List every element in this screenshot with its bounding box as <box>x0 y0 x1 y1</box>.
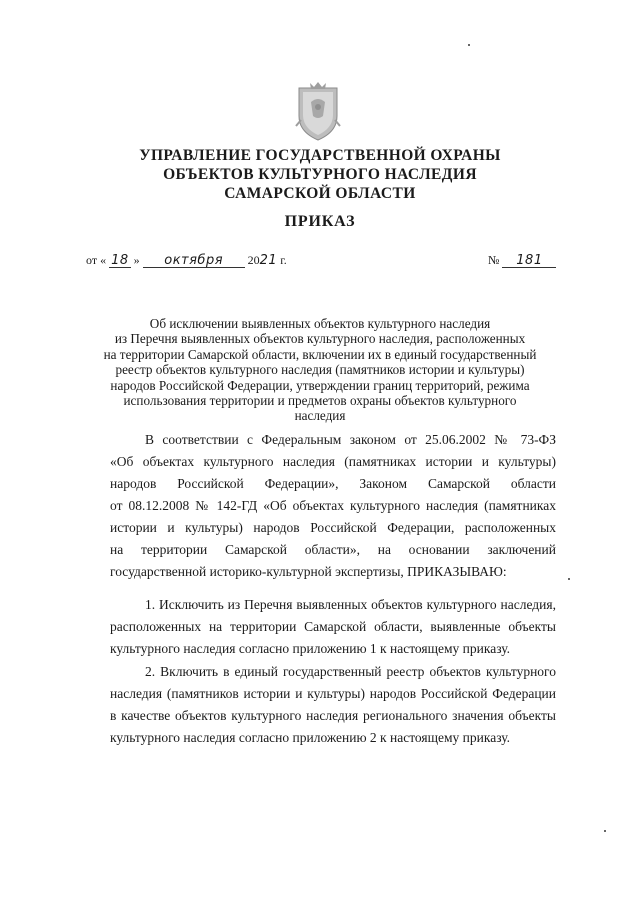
paragraph-line: «Об объектах культурного наследия (памятниках истории и культуры) <box>110 454 556 469</box>
paragraph-line: на территории Самарской области», на основании заключений <box>110 542 556 557</box>
paragraph-line: в качестве объектов культурного наследия регионального значения объекты <box>110 708 556 723</box>
paragraph-line: 1. Исключить из Перечня выявленных объектов культурного наследия, <box>145 597 556 612</box>
number-label: № <box>488 253 500 267</box>
subject-line: на территории Самарской области, включении их в единый государственный <box>103 346 537 362</box>
scan-speck <box>568 578 570 580</box>
date-year: 21 <box>259 253 278 268</box>
paragraph-line: культурного наследия согласно приложению 1 к настоящему приказу. <box>110 641 511 656</box>
paragraph-line: расположенных на территории Самарской области, выявленные объекты <box>110 619 556 634</box>
paragraph-line: народов Российской Федерации», Законом Самарской области <box>110 476 556 491</box>
order-item-2 <box>110 661 556 749</box>
subject-line: реестр объектов культурного наследия (памятников истории и культуры) <box>115 362 525 378</box>
order-subject <box>60 316 580 424</box>
scan-speck <box>604 830 606 832</box>
paragraph-line: от 08.12.2008 № 142-ГД «Об объектах культурного наследия (памятниках <box>110 498 556 513</box>
org-name-line-3: САМАРСКОЙ ОБЛАСТИ <box>224 185 416 202</box>
number-line <box>488 253 556 268</box>
paragraph-line: 2. Включить в единый государственный реестр объектов культурного <box>145 664 556 679</box>
date-line <box>86 253 287 268</box>
document-type-title: ПРИКАЗ <box>284 213 356 230</box>
coat-of-arms-emblem <box>293 80 343 142</box>
preamble-paragraph <box>110 429 556 583</box>
order-item-1 <box>110 594 556 660</box>
subject-line: использования территории и предметов охраны объектов культурного <box>123 393 517 409</box>
scan-speck <box>468 44 470 46</box>
date-suffix: г. <box>280 253 287 267</box>
order-number: 181 <box>502 254 556 268</box>
paragraph-line: государственной историко-культурной экспертизы, ПРИКАЗЫВАЮ: <box>110 564 507 579</box>
paragraph-line: истории и культуры) народов Российской Федерации, расположенных <box>110 520 556 535</box>
org-name-line-2: ОБЪЕКТОВ КУЛЬТУРНОГО НАСЛЕДИЯ <box>163 166 477 183</box>
subject-line: Об исключении выявленных объектов культурного наследия <box>149 316 491 331</box>
date-month: октября <box>143 254 245 268</box>
paragraph-line: В соответствии с Федеральным законом от 25.06.2002 № 73-ФЗ <box>145 432 556 447</box>
subject-line: народов Российской Федерации, утверждении границ территорий, режима <box>110 377 530 393</box>
org-name-line-1: УПРАВЛЕНИЕ ГОСУДАРСТВЕННОЙ ОХРАНЫ <box>139 147 501 164</box>
paragraph-line: культурного наследия согласно приложению 2 к настоящему приказу. <box>110 730 511 745</box>
subject-line: из Перечня выявленных объектов культурного наследия, расположенных <box>114 331 526 347</box>
date-prefix: от « <box>86 253 107 267</box>
date-mid: » <box>133 253 140 267</box>
subject-line: наследия <box>294 408 346 424</box>
date-year-prefix: 20 <box>247 253 260 267</box>
date-day: 18 <box>111 253 129 268</box>
paragraph-line: наследия (памятников истории и культуры) народов Российской Федерации <box>110 686 556 701</box>
